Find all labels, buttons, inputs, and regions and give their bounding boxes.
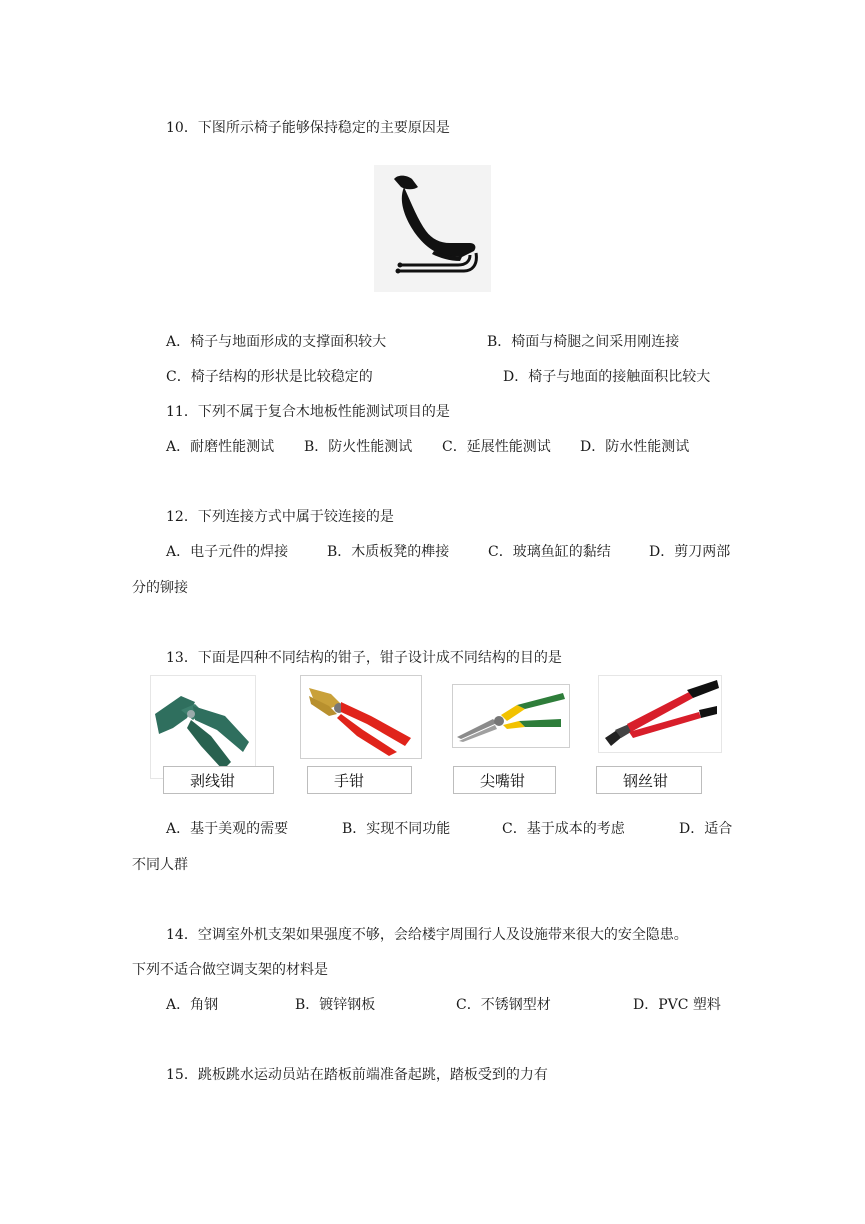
chair-icon — [374, 165, 491, 292]
q13-option-d: D．适合 — [679, 821, 733, 837]
needle-nose-pliers-label: 尖嘴钳 — [453, 766, 556, 794]
q11-option-b: B．防火性能测试 — [304, 439, 413, 455]
q14-option-b: B．镀锌钢板 — [295, 997, 376, 1013]
q12-option-a: A．电子元件的焊接 — [166, 544, 289, 560]
q11-stem: 11．下列不属于复合木地板性能测试项目的是 — [166, 404, 450, 420]
q14-option-d: D．PVC 塑料 — [633, 997, 721, 1013]
combination-pliers-image — [300, 675, 422, 759]
q11-option-d: D．防水性能测试 — [580, 439, 690, 455]
q14-stem-continued: 下列不适合做空调支架的材料是 — [132, 962, 328, 978]
wire-stripper-label: 剥线钳 — [163, 766, 274, 794]
combination-pliers-icon — [301, 676, 421, 758]
needle-nose-pliers-image — [452, 684, 570, 748]
q10-option-d: D．椅子与地面的接触面积比较大 — [503, 369, 711, 385]
q14-option-c: C．不锈钢型材 — [456, 997, 551, 1013]
bolt-cutter-image — [598, 675, 722, 753]
q12-option-b: B．木质板凳的榫接 — [327, 544, 450, 560]
q13-option-a: A．基于美观的需要 — [166, 821, 289, 837]
q11-option-c: C．延展性能测试 — [442, 439, 551, 455]
q13-stem: 13．下面是四种不同结构的钳子，钳子设计成不同结构的目的是 — [166, 650, 562, 666]
q13-continuation: 不同人群 — [132, 857, 188, 873]
q12-option-c: C．玻璃鱼缸的黏结 — [488, 544, 611, 560]
q10-option-c: C．椅子结构的形状是比较稳定的 — [166, 369, 373, 385]
combination-pliers-label: 手钳 — [307, 766, 412, 794]
q11-option-a: A．耐磨性能测试 — [166, 439, 275, 455]
q14-option-a: A．角钢 — [166, 997, 219, 1013]
q10-option-b: B．椅面与椅腿之间采用刚连接 — [487, 334, 680, 350]
q15-stem: 15．跳板跳水运动员站在踏板前端准备起跳，踏板受到的力有 — [166, 1067, 548, 1083]
bolt-cutter-icon — [599, 676, 721, 752]
q13-option-b: B．实现不同功能 — [342, 821, 451, 837]
q12-continuation: 分的铆接 — [132, 580, 188, 596]
q13-option-c: C．基于成本的考虑 — [502, 821, 625, 837]
q12-stem: 12．下列连接方式中属于铰连接的是 — [166, 509, 394, 525]
needle-nose-pliers-icon — [453, 685, 569, 747]
bolt-cutter-label: 钢丝钳 — [596, 766, 702, 794]
wire-stripper-image — [150, 675, 256, 779]
q14-stem: 14．空调室外机支架如果强度不够，会给楼宇周围行人及设施带来很大的安全隐患。 — [166, 927, 688, 943]
wire-stripper-icon — [151, 676, 255, 778]
chair-image — [374, 165, 491, 292]
q10-option-a: A．椅子与地面形成的支撑面积较大 — [166, 334, 387, 350]
q10-stem: 10．下图所示椅子能够保持稳定的主要原因是 — [166, 120, 450, 136]
q12-option-d: D．剪刀两部 — [649, 544, 731, 560]
